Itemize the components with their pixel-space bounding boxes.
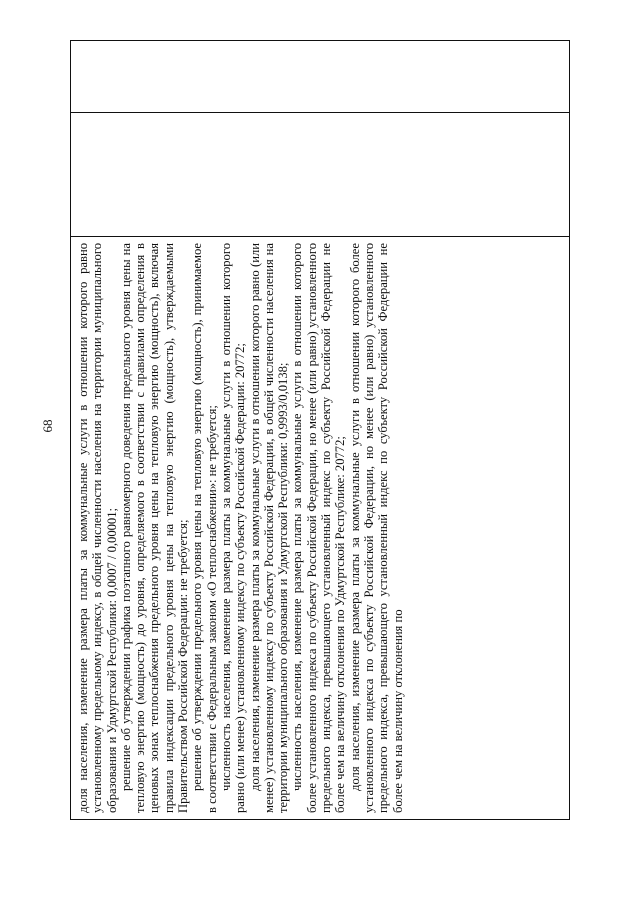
page-number: 68: [40, 419, 55, 433]
table-cell-empty: [71, 41, 569, 112]
paragraph: решение об утверждении графика поэтапного равномерного доведения предельного уровня цены на тепловую энергию (мощность) до уровня, определяемого в соответствии с правилами определения в ценовых зонах теплоснабжения предельного уровня цены на тепловую энергию (мощность), включая правила индексации предельного уровня цены на тепловую энергию (мощность), утверждаемыми Правительством Российской Федерации: не требуется;: [118, 243, 191, 813]
rotated-table-container: [70, 40, 570, 820]
paragraph: доля населения, изменение размера платы за коммунальные услуги в отношении которого равно установленному предельному индексу, в общей численности населения на территории муниципального образования и Удмуртской Республики: 0,0007 / 0,00001;: [76, 243, 119, 813]
paragraph: решение об утверждении предельного уровня цены на тепловую энергию (мощность), принимаемое в соответствии с Федеральным законом «О теплоснабжении»: не требуется;: [190, 243, 219, 813]
table-cell-empty: [71, 112, 569, 236]
data-table: [70, 40, 570, 820]
paragraph: численность населения, изменение размера платы за коммунальные услуги в отношении которого равно (или менее) установленному индексу по субъекту Российской Федерации: 20772;: [218, 243, 248, 813]
paragraph: численность населения, изменение размера платы за коммунальные услуги в отношении которого более установленного индекса по субъекту Российской Федерации, но менее (или равно) установленного предельного индекса, превышающего установленный индекс по субъекту Российской Федерации не более чем на величину отклонения по Удмуртской Республике: 20772;: [290, 243, 348, 813]
paragraph: доля населения, изменение размера платы за коммунальные услуги в отношении которого более установленного индекса по субъекту Российской Федерации, но менее (или равно) установленного предельного индекса, превышающего установленный индекс по субъекту Российской Федерации не более чем на величину отклонения по: [347, 243, 405, 813]
table-cell-main-text: [71, 236, 569, 819]
paragraph: доля населения, изменение размера платы за коммунальные услуги в отношении которого равно (или менее) установленному индексу по субъекту Российской Федерации, в общей численности населения на территории муниципального образования и Удмуртской Республики: 0,9993/0,0138;: [247, 243, 291, 813]
